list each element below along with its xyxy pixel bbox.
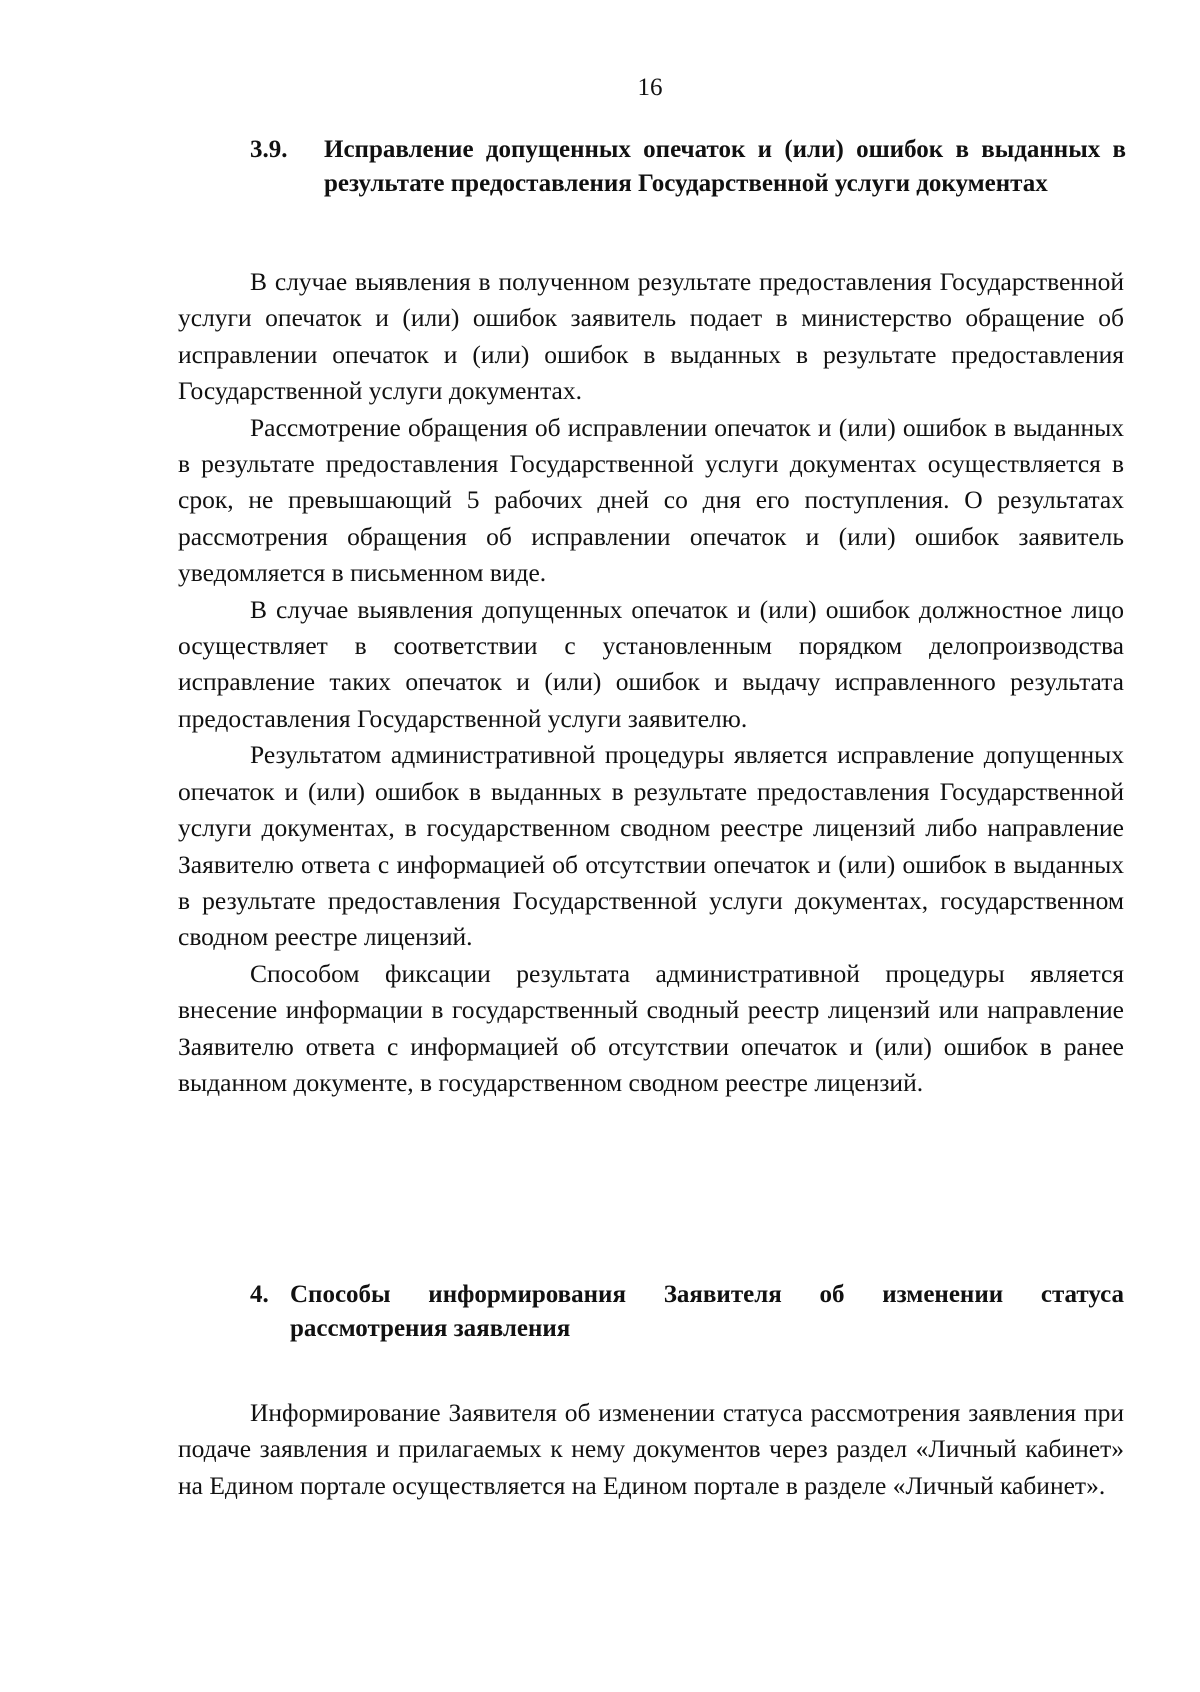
paragraph: Способом фиксации результата административной процедуры является внесение информации в государственный сводный реестр лицензий или направление Заявителю ответа с информацией об отсутствии опечаток и (или) ошибок в ранее выданном документе, в государственном сводном реестре лицензий. <box>178 958 1124 1097</box>
section-3-9-title: Исправление допущенных опечаток и (или) ошибок в выданных в результате предоставления Государственной услуги документах <box>324 136 1126 197</box>
paragraph: В случае выявления в полученном результате предоставления Государственной услуги опечаток и (или) ошибок заявитель подает в министерство обращение об исправлении опечаток и (или) ошибок в выданных в результате предоставления Государственной услуги документах. <box>178 267 1124 406</box>
section-4-title: Способы информирования Заявителя об изменении статуса рассмотрения заявления <box>290 1281 1124 1342</box>
section-3-9-number: 3.9. <box>250 136 288 163</box>
paragraph: Информирование Заявителя об изменении статуса рассмотрения заявления при подаче заявления и прилагаемых к нему документов через раздел «Личный кабинет» на Едином портале осуществляется на Едином портале в разделе «Личный кабинет». <box>178 1398 1124 1500</box>
paragraph: В случае выявления допущенных опечаток и (или) ошибок должностное лицо осуществляет в соответствии с установленным порядком делопроизводства исправление таких опечаток и (или) ошибок и выдачу исправленного результата предоставления Государственной услуги заявителю. <box>178 594 1124 733</box>
paragraph: Результатом административной процедуры является исправление допущенных опечаток и (или) ошибок в выданных в результате предоставления Государственной услуги документах, в государственном сводном реестре лицензий либо направление Заявителю ответа с информацией об отсутствии опечаток и (или) ошибок в выданных в результате предоставления Государственной услуги документах, государственном сводном реестре лицензий. <box>178 740 1124 952</box>
section-4-number: 4. <box>250 1281 269 1308</box>
section-3-9-heading <box>250 133 1126 201</box>
page-number: 16 <box>637 74 663 101</box>
paragraph: Рассмотрение обращения об исправлении опечаток и (или) ошибок в выданных в результате предоставления Государственной услуги документах осуществляется в срок, не превышающий 5 рабочих дней со дня его поступления. О результатах рассмотрения обращения об исправлении опечаток и (или) ошибок заявитель уведомляется в письменном виде. <box>178 412 1124 588</box>
section-3-9-body <box>178 264 1124 1101</box>
section-4-heading <box>250 1278 1124 1346</box>
section-4-body <box>178 1395 1124 1504</box>
